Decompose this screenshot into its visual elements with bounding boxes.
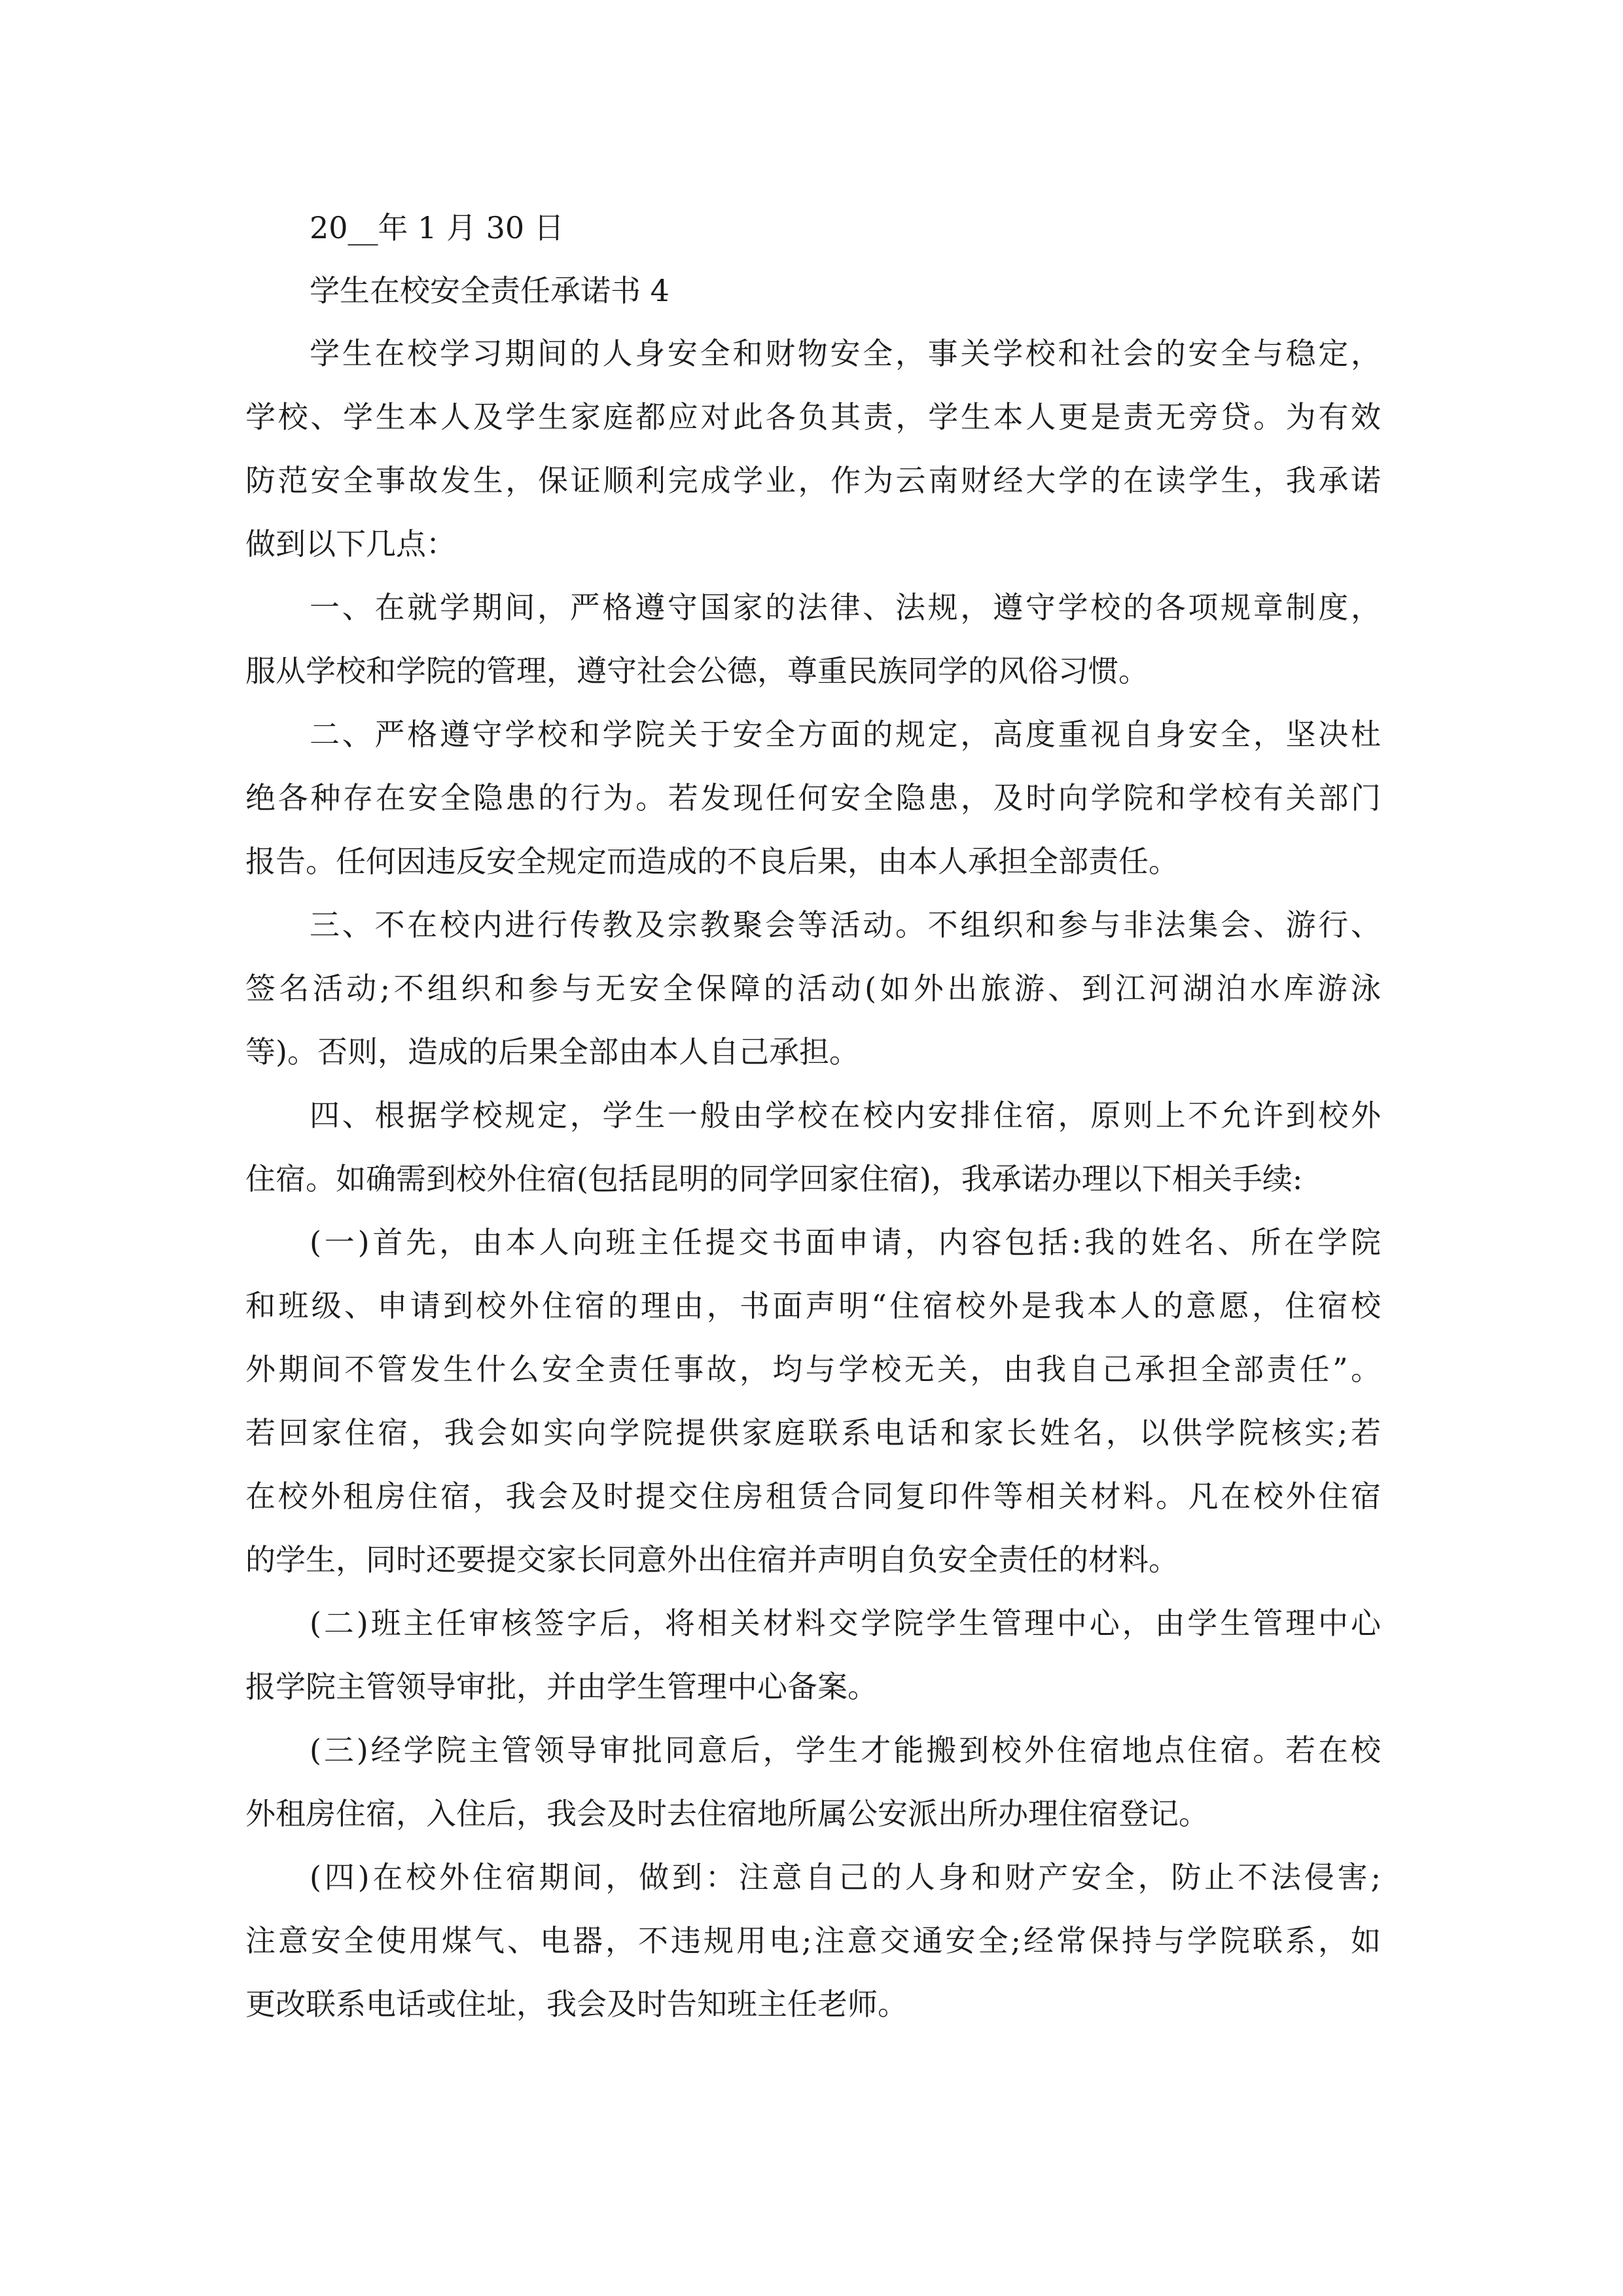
text-line: 二、严格遵守学校和学院关于安全方面的规定，高度重视自身安全，坚决杜 [310,717,1381,752]
paragraph [245,1731,1381,1833]
text-line: 三、不在校内进行传教及宗教聚会等活动。不组织和参与非法集会、游行、 [310,907,1381,942]
text-line: 外期间不管发生什么安全责任事故，均与学校无关，由我自己承担全部责任”。 [245,1352,1381,1387]
paragraph [245,905,1381,1071]
date-line: 20__年 1 月 30 日 [310,210,564,245]
text-line: 防范安全事故发生，保证顺利完成学业，作为云南财经大学的在读学生，我承诺 [245,463,1381,498]
text-line: 报告。任何因违反安全规定而造成的不良后果，由本人承担全部责任。 [245,844,1179,879]
paragraph [245,588,1381,691]
paragraph [245,1604,1381,1706]
paragraph [245,334,1381,564]
text-line: 外租房住宿，入住后，我会及时去住宿地所属公安派出所办理住宿登记。 [245,1796,1209,1831]
paragraph [245,1096,1381,1198]
text-line: 若回家住宿，我会如实向学院提供家庭联系电话和家长姓名，以供学院核实;若 [245,1415,1381,1450]
text-line: 签名活动;不组织和参与无安全保障的活动(如外出旅游、到江河湖泊水库游泳 [245,971,1381,1006]
text-line: (一)首先，由本人向班主任提交书面申请，内容包括:我的姓名、所在学院 [310,1225,1381,1260]
paragraph [245,715,1381,881]
text-line: 更改联系电话或住址，我会及时告知班主任老师。 [245,1986,908,2022]
text-line: 注意安全使用煤气、电器，不违规用电;注意交通安全;经常保持与学院联系，如 [245,1923,1381,1958]
text-line: 一、在就学期间，严格遵守国家的法律、法规，遵守学校的各项规章制度， [310,590,1381,625]
text-line: (四)在校外住宿期间，做到：注意自己的人身和财产安全，防止不法侵害; [310,1859,1381,1895]
paragraph [245,1857,1381,2024]
text-line: (二)班主任审核签字后，将相关材料交学院学生管理中心，由学生管理中心 [310,1605,1381,1641]
text-line: 学生在校学习期间的人身安全和财物安全，事关学校和社会的安全与稳定， [310,336,1381,371]
text-line: (三)经学院主管领导审批同意后，学生才能搬到校外住宿地点住宿。若在校 [310,1732,1381,1768]
text-line: 和班级、申请到校外住宿的理由，书面声明“住宿校外是我本人的意愿，住宿校 [245,1288,1381,1323]
paragraph [245,1223,1381,1579]
text-line: 报学院主管领导审批，并由学生管理中心备案。 [245,1669,878,1704]
text-line: 绝各种存在安全隐患的行为。若发现任何安全隐患，及时向学院和学校有关部门 [245,780,1381,816]
text-line: 等)。否则，造成的后果全部由本人自己承担。 [245,1034,859,1069]
text-line: 四、根据学校规定，学生一般由学校在校内安排住宿，原则上不允许到校外 [310,1098,1381,1133]
text-line: 学校、学生本人及学生家庭都应对此各负其责，学生本人更是责无旁贷。为有效 [245,399,1381,435]
text-line: 做到以下几点： [245,526,456,562]
document-body [245,208,1381,2024]
text-line: 在校外租房住宿，我会及时提交住房租赁合同复印件等相关材料。凡在校外住宿 [245,1479,1381,1514]
text-line: 的学生，同时还要提交家长同意外出住宿并声明自负安全责任的材料。 [245,1542,1179,1577]
text-line: 服从学校和学院的管理，遵守社会公德，尊重民族同学的风俗习惯。 [245,653,1149,689]
document-title: 学生在校安全责任承诺书 4 [310,273,669,308]
text-line: 住宿。如确需到校外住宿(包括昆明的同学回家住宿)，我承诺办理以下相关手续: [245,1161,1303,1196]
